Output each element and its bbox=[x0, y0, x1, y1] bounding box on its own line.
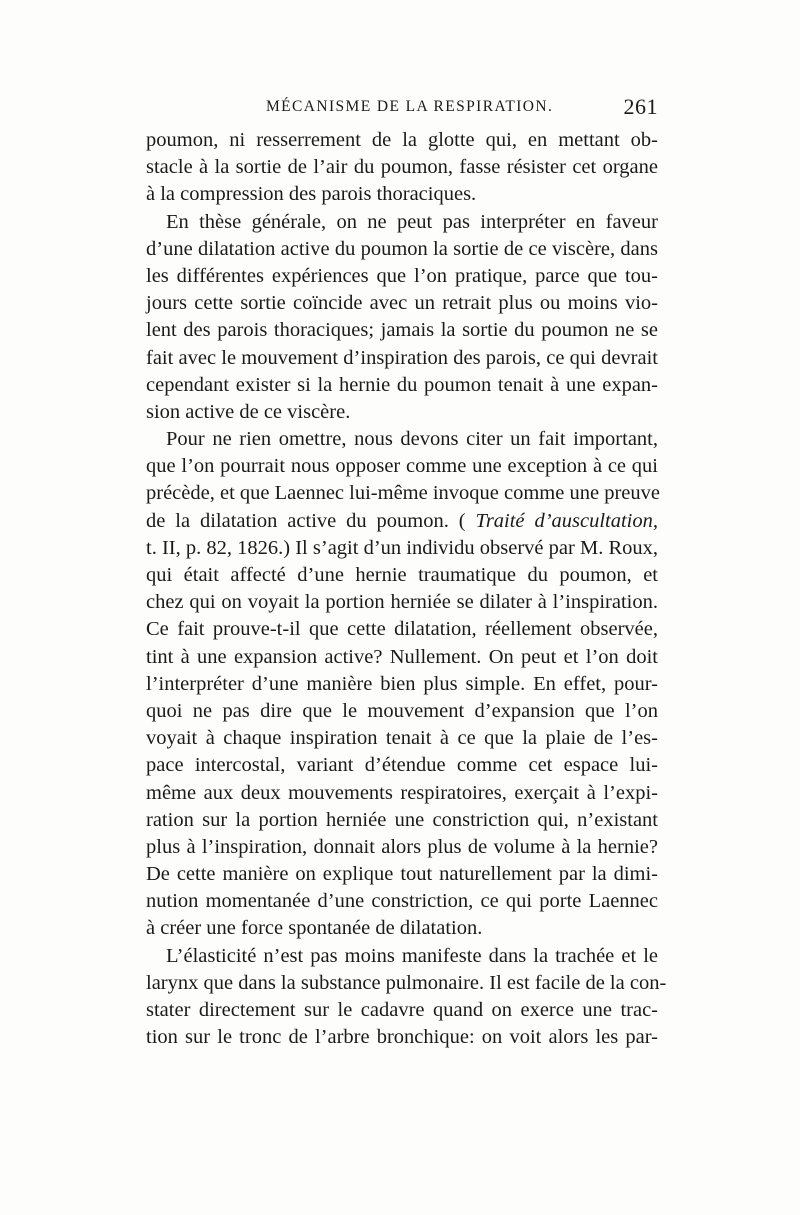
text-line: qui était affecté d’une hernie traumatique du poumon, et bbox=[146, 564, 658, 586]
text-line: Pour ne rien omettre, nous devons citer un fait important, bbox=[166, 428, 658, 451]
text-line: que l’on pourrait nous opposer comme une exception à ce qui bbox=[146, 455, 658, 478]
text-line: stacle à la sortie de l’air du poumon, fasse résister cet organe bbox=[146, 156, 658, 179]
text-line: plus à l’inspiration, donnait alors plus de volume à la hernie? bbox=[146, 835, 658, 858]
text-line: jours cette sortie coïncide avec un retrait plus ou moins vio- bbox=[146, 292, 658, 315]
text-line: ration sur la portion herniée une constriction qui, n’existant bbox=[146, 808, 658, 831]
text-line: nution momentanée d’une constriction, ce qui porte Laennec bbox=[146, 890, 658, 913]
citation-title: Traité d’auscultation, bbox=[475, 509, 659, 532]
text-line: l’interpréter d’une manière bien plus simple. En effet, pour- bbox=[146, 672, 658, 695]
text-line: pace intercostal, variant d’étendue comme cet espace lui- bbox=[146, 754, 658, 777]
text-line: chez qui on voyait la portion herniée se dilater à l’inspiration. bbox=[146, 591, 658, 614]
text-line: fait avec le mouvement d’inspiration des parois, ce qui devrait bbox=[146, 346, 658, 369]
running-head: MÉCANISME DE LA RESPIRATION. bbox=[266, 98, 554, 115]
text-line: quoi ne pas dire que le mouvement d’expansion que l’on bbox=[146, 699, 658, 722]
text-line: même aux deux mouvements respiratoires, exerçait à l’expi- bbox=[146, 781, 658, 804]
text-line: cependant exister si la hernie du poumon tenait à une expan- bbox=[146, 373, 658, 396]
text-line: t. II, p. 82, 1826.) Il s’agit d’un individu observé par M. Roux, bbox=[146, 536, 658, 559]
text-line: L’élasticité n’est pas moins manifeste dans la trachée et le bbox=[166, 944, 658, 967]
text-line: stater directement sur le cadavre quand on exerce une trac- bbox=[146, 999, 658, 1021]
text-line: Ce fait prouve-t-il que cette dilatation, réellement observée, bbox=[146, 618, 658, 641]
text-line: à la compression des parois thoraciques. bbox=[146, 183, 477, 206]
text-line: larynx que dans la substance pulmonaire. Il est facile de la con- bbox=[146, 971, 667, 994]
text-line-start: de la dilatation active du poumon. ( bbox=[146, 509, 466, 532]
body-text bbox=[146, 127, 667, 1051]
text-line: à créer une force spontanée de dilatation. bbox=[146, 917, 483, 940]
text-line: précède, et que Laennec lui-même invoque comme une preuve bbox=[146, 482, 660, 505]
page-header bbox=[146, 94, 658, 124]
text-line: voyait à chaque inspiration tenait à ce que la plaie de l’es- bbox=[146, 727, 658, 750]
text-line-with-citation bbox=[146, 508, 658, 535]
page-number: 261 bbox=[623, 94, 658, 119]
text-line: lent des parois thoraciques; jamais la sortie du poumon ne se bbox=[146, 319, 658, 342]
text-line: les différentes expériences que l’on pratique, parce que tou- bbox=[146, 264, 658, 287]
text-line: De cette manière on explique tout naturellement par la dimi- bbox=[146, 863, 658, 886]
text-line: tion sur le tronc de l’arbre bronchique: on voit alors les par- bbox=[146, 1026, 658, 1049]
text-line: sion active de ce viscère. bbox=[146, 400, 351, 423]
text-line: d’une dilatation active du poumon la sortie de ce viscère, dans bbox=[146, 237, 658, 260]
text-line: En thèse générale, on ne peut pas interpréter en faveur bbox=[166, 210, 658, 233]
text-line: poumon, ni resserrement de la glotte qui, en mettant ob- bbox=[146, 129, 658, 151]
text-line: tint à une expansion active? Nullement. On peut et l’on doit bbox=[146, 645, 658, 668]
